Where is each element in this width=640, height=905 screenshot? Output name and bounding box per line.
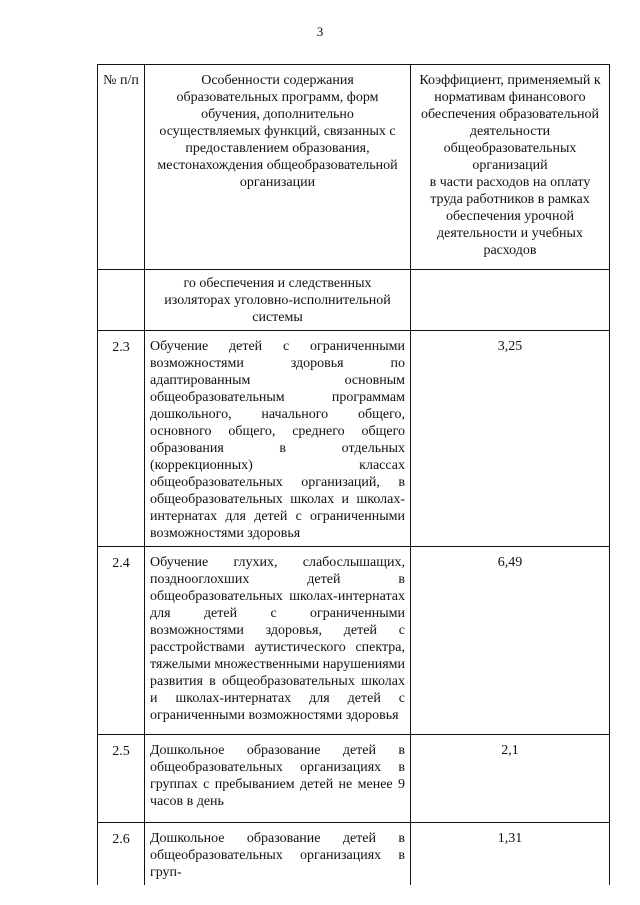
- row-number: 2.3: [98, 331, 145, 547]
- header-description: [145, 65, 411, 270]
- row-number: 2.4: [98, 547, 145, 735]
- continuation-num-cell: [98, 270, 145, 331]
- row-description: Дошкольное образование детей в общеобразовательных организациях в груп-: [145, 823, 411, 886]
- row-coefficient: 1,31: [411, 823, 610, 886]
- row-description: Дошкольное образование детей в общеобразовательных организациях в группах с пребыванием детей не менее 9 часов в день: [145, 735, 411, 823]
- table-row: [98, 735, 610, 823]
- header-description-label: Особенности содержания образовательных программ, форм обучения, дополнительно осуществляемых функций, связанных с предоставлением образования, местонахождения общеобразовательной организации: [157, 73, 398, 190]
- table-row-continuation: [98, 270, 610, 331]
- header-coefficient: [411, 65, 610, 270]
- header-coefficient-label: Коэффициент, применяемый к нормативам финансового обеспечения образовательной деятельности общеобразовательных организаций: [419, 73, 601, 173]
- header-coefficient-sublabel: в части расходов на оплату труда работников в рамках обеспечения урочной деятельности и учебных расходов: [429, 175, 591, 258]
- continuation-text: го обеспечения и следственных изоляторах уголовно-исполнительной системы: [145, 270, 411, 331]
- row-coefficient: 6,49: [411, 547, 610, 735]
- continuation-coef-cell: [411, 270, 610, 331]
- coefficients-table: [97, 64, 610, 885]
- row-description: Обучение глухих, слабослышащих, позднооглохших детей в общеобразовательных школах-интернатах для детей с ограниченными возможностями здоровья, детей с расстройствами аутистического спектра, тяжелыми множественными нарушениями развития в общеобразовательных школах и школах-интернатах для детей с ограниченными возможностями здоровья: [145, 547, 411, 735]
- row-coefficient: 2,1: [411, 735, 610, 823]
- row-number: 2.5: [98, 735, 145, 823]
- row-coefficient: 3,25: [411, 331, 610, 547]
- row-number: 2.6: [98, 823, 145, 886]
- page-number: 3: [316, 24, 324, 39]
- table-row: [98, 823, 610, 886]
- table-header-row: [98, 65, 610, 270]
- header-number-label: № п/п: [103, 73, 139, 88]
- header-number: [98, 65, 145, 270]
- table-row: [98, 547, 610, 735]
- row-description: Обучение детей с ограниченными возможностями здоровья по адаптированным основным общеобразовательным программам дошкольного, начального общего, основного общего, среднего общего образования в отдельных (коррекционных) классах общеобразовательных организаций, в общеобразовательных школах и школах-интернатах для детей с ограниченными возможностями здоровья: [145, 331, 411, 547]
- table-row: [98, 331, 610, 547]
